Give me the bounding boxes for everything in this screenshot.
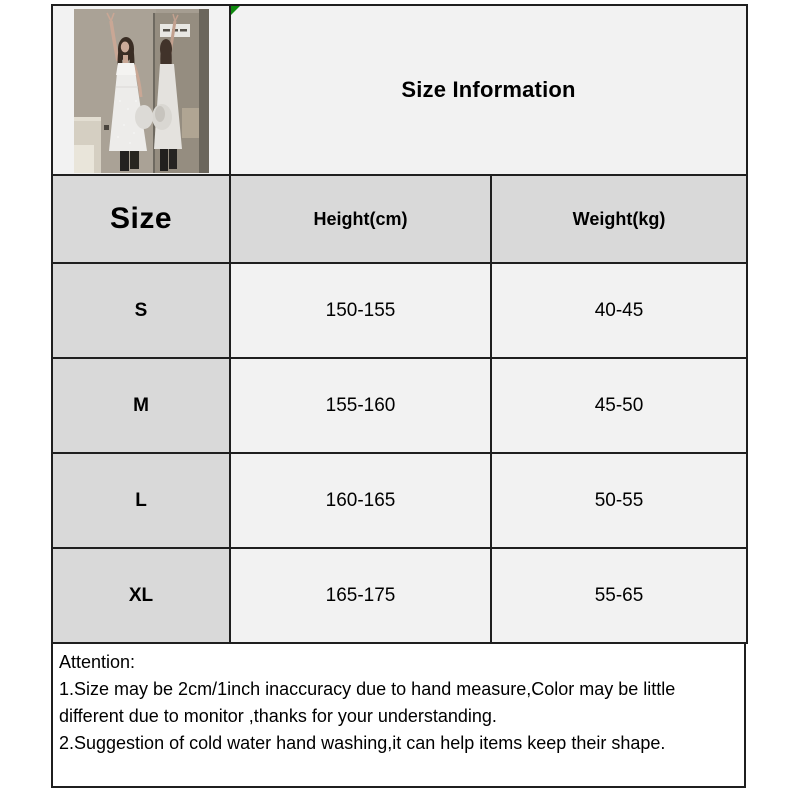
height-value-xl: 165-175 [230,548,491,643]
height-value-s: 150-155 [230,263,491,358]
mirror-stool [182,108,199,138]
size-label-l: L [52,453,230,548]
column-header-height: Height(cm) [230,175,491,263]
height-value-m: 155-160 [230,358,491,453]
size-chart-sheet [51,4,746,788]
weight-value-s: 40-45 [491,263,747,358]
attention-box [51,644,746,788]
table-row-l [52,453,747,548]
doorway-strip [199,9,209,173]
size-label-s: S [52,263,230,358]
height-value-l: 160-165 [230,453,491,548]
table-row-s [52,263,747,358]
attention-line-2: different due to monitor ,thanks for your understanding. [59,706,497,726]
title-cell [230,5,747,175]
page-title: Size Information [401,77,576,102]
attention-line-1: 1.Size may be 2cm/1inch inaccuracy due to hand measure,Color may be little [59,679,676,699]
pedestal-lower [74,145,94,173]
attention-line-3: 2.Suggestion of cold water hand washing,it can help items keep their shape. [59,733,666,753]
size-label-m: M [52,358,230,453]
table-row-m [52,358,747,453]
pedestal-top [74,117,101,121]
model-photo [74,9,209,173]
column-header-weight: Weight(kg) [491,175,747,263]
column-header-size: Size [52,175,230,263]
size-table [51,4,748,644]
sign-text-mark [180,29,187,32]
sign-text-mark [163,29,170,32]
excel-corner-marker-icon [231,6,240,15]
table-row-xl [52,548,747,643]
power-outlet [104,125,109,130]
weight-value-m: 45-50 [491,358,747,453]
weight-value-xl: 55-65 [491,548,747,643]
photo-cell [52,5,230,175]
size-label-xl: XL [52,548,230,643]
weight-value-l: 50-55 [491,453,747,548]
attention-heading: Attention: [59,652,136,672]
